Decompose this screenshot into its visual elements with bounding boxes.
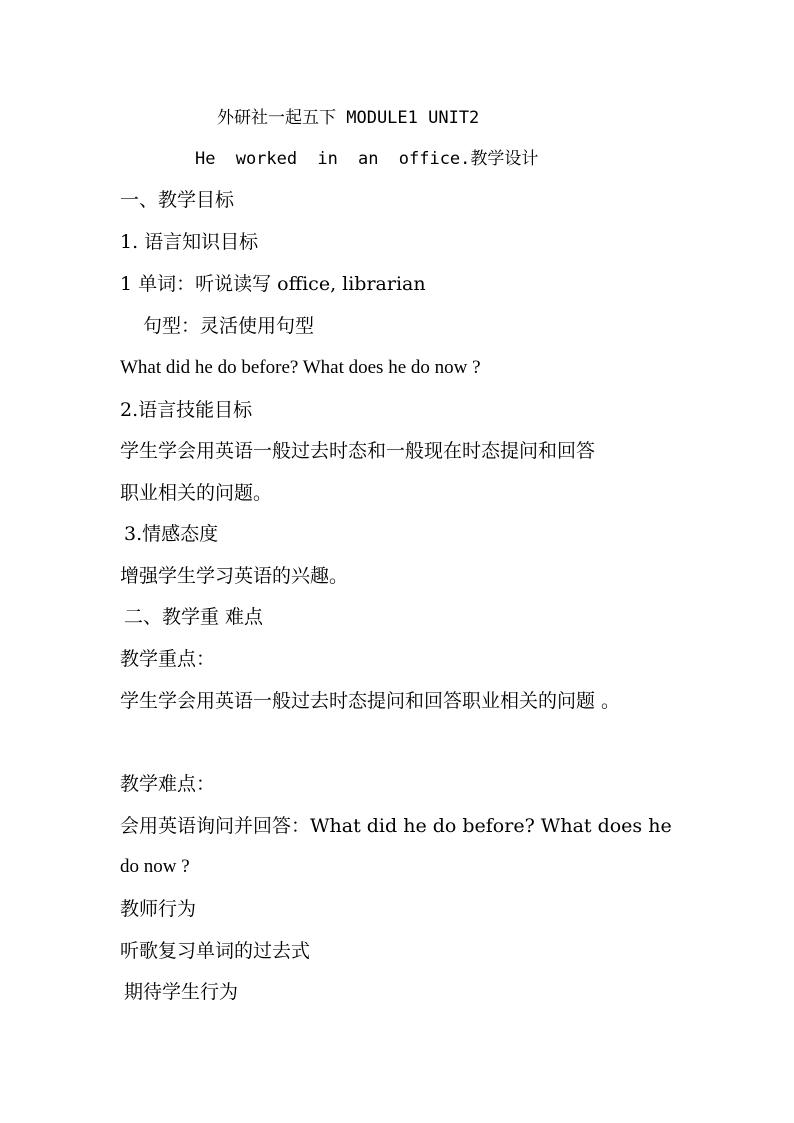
teacher-action-item: 听歌复习单词的过去式: [120, 940, 311, 962]
section1-heading: 一、教学目标: [120, 189, 235, 211]
sentence-pattern-line: 句型：灵活使用句型: [143, 315, 315, 337]
teacher-action-heading: 教师行为: [120, 898, 197, 920]
sub3-heading: 3.情感态度: [124, 523, 219, 545]
skill-line2: 职业相关的问题。: [120, 482, 273, 504]
difficulty-line1: 会用英语询问并回答：What did he do before? What does he: [120, 815, 672, 837]
example-questions: What did he do before? What does he do now ?: [120, 357, 481, 378]
difficulty-line2: do now ?: [120, 856, 190, 877]
key-point-line: 学生学会用英语一般过去时态提问和回答职业相关的问题 。: [120, 690, 621, 712]
sub2-heading: 2.语言技能目标: [120, 399, 253, 421]
student-action-heading: 期待学生行为: [124, 981, 239, 1003]
skill-line1: 学生学会用英语一般过去时态和一般现在时态提问和回答: [120, 440, 596, 462]
key-point-heading: 教学重点：: [120, 648, 216, 670]
sub1-heading: 1. 语言知识目标: [120, 231, 259, 253]
attitude-line: 增强学生学习英语的兴趣。: [120, 565, 349, 587]
difficulty-heading: 教学难点：: [120, 773, 216, 795]
document-title-line2: He worked in an office.教学设计: [195, 149, 539, 169]
vocab-line: 1 单词：听说读写 office, librarian: [120, 273, 426, 295]
section2-heading: 二、教学重 难点: [124, 606, 264, 628]
document-title-line1: 外研社一起五下 MODULE1 UNIT2: [217, 108, 480, 128]
